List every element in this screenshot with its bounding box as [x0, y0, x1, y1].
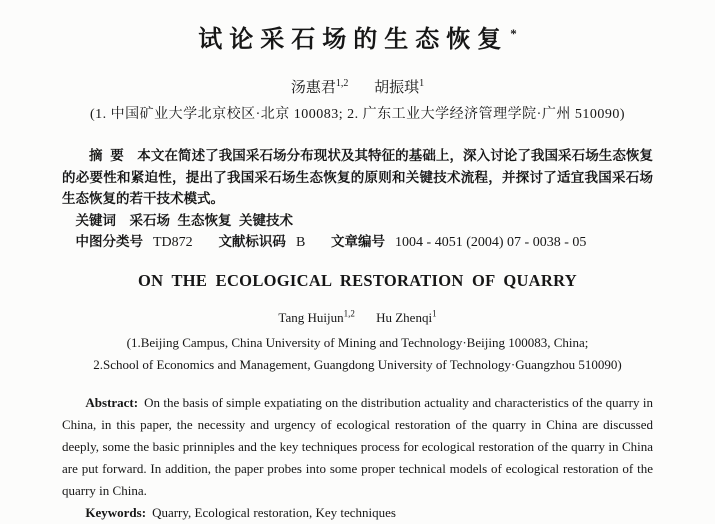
paper-title-cn-text: 试论采石场的生态恢复 [198, 27, 509, 53]
clc-number-label: 中图分类号 [75, 234, 143, 249]
abstract-en [62, 392, 653, 502]
affiliation-en-line1: (1.Beijing Campus, China University of Mining and Technology·Beijing 100083, China; [126, 334, 589, 350]
abstract-cn [62, 145, 653, 210]
document-code-value: B [295, 235, 306, 250]
authors-cn [62, 73, 653, 99]
keywords-en-text: Quarry, Ecological restoration, Key techniques [152, 504, 396, 520]
affiliation-en [62, 332, 653, 376]
author-cn-2-sup: 1 [419, 78, 425, 89]
author-cn-1 [291, 80, 349, 96]
author-cn-1-name: 汤惠君 [290, 80, 336, 96]
paper-title-cn [62, 16, 653, 58]
title-footnote-marker: * [510, 26, 517, 41]
abstract-cn-text: 本文在简述了我国采石场分布现状及其特征的基础上，深入讨论了我国采石场生态恢复的必要性和紧迫性，提出了我国采石场生态恢复的原则和关键技术流程，并探讨了适宜我国采石场生态恢复的若干技术模式。 [62, 148, 653, 206]
author-en-1-name: Tang Huijun [278, 309, 344, 325]
document-code-group [218, 234, 305, 249]
author-en-2-name: Hu Zhenqi [376, 309, 433, 325]
keywords-cn-label: 关键词 [75, 212, 116, 228]
author-cn-2-name: 胡振琪 [374, 80, 420, 96]
paper-title-en: ON THE ECOLOGICAL RESTORATION OF QUARRY [138, 270, 577, 290]
keywords-en-label: Keywords: [85, 504, 147, 520]
author-en-2-sup: 1 [432, 308, 437, 319]
clc-number-value: TD872 [153, 235, 193, 250]
keywords-cn-text: 采石场 生态恢复 关键技术 [129, 212, 294, 228]
author-cn-1-sup: 1,2 [335, 78, 349, 89]
affiliation-en-line2: 2.School of Economics and Management, Guangdong University of Technology·Guangzhou 510090) [93, 356, 622, 372]
author-cn-2 [374, 80, 424, 96]
classification-line [62, 231, 653, 254]
clc-number-group [76, 234, 193, 249]
article-id-group [331, 234, 586, 249]
article-id-value: 1004 - 4051 (2004) 07 - 0038 - 05 [395, 235, 587, 250]
abstract-en-text: On the basis of simple expatiating on the distribution actuality and characteristics of the quarry in China, in this paper, the necessity and urgency of ecological restoration of the quarry in China are discussed deeply, some the basic prinniples and the key techniques process for ecological restoration of the quarry in China are put forward. In addition, the paper probes into some proper technical models of ecological restoration of the quarry in China. [62, 394, 653, 498]
abstract-en-label: Abstract: [85, 394, 139, 410]
abstract-cn-label: 摘 要 [89, 148, 124, 163]
author-en-1 [278, 310, 354, 325]
affiliation-cn: (1. 中国矿业大学北京校区·北京 100083; 2. 广东工业大学经济管理学院·广州 510090) [89, 107, 626, 122]
keywords-cn [62, 210, 653, 232]
authors-en [62, 304, 653, 328]
author-en-1-sup: 1,2 [343, 308, 355, 319]
article-id-label: 文章编号 [331, 234, 386, 249]
document-code-label: 文献标识码 [218, 234, 286, 249]
author-en-2 [376, 310, 436, 325]
keywords-en [62, 502, 653, 524]
